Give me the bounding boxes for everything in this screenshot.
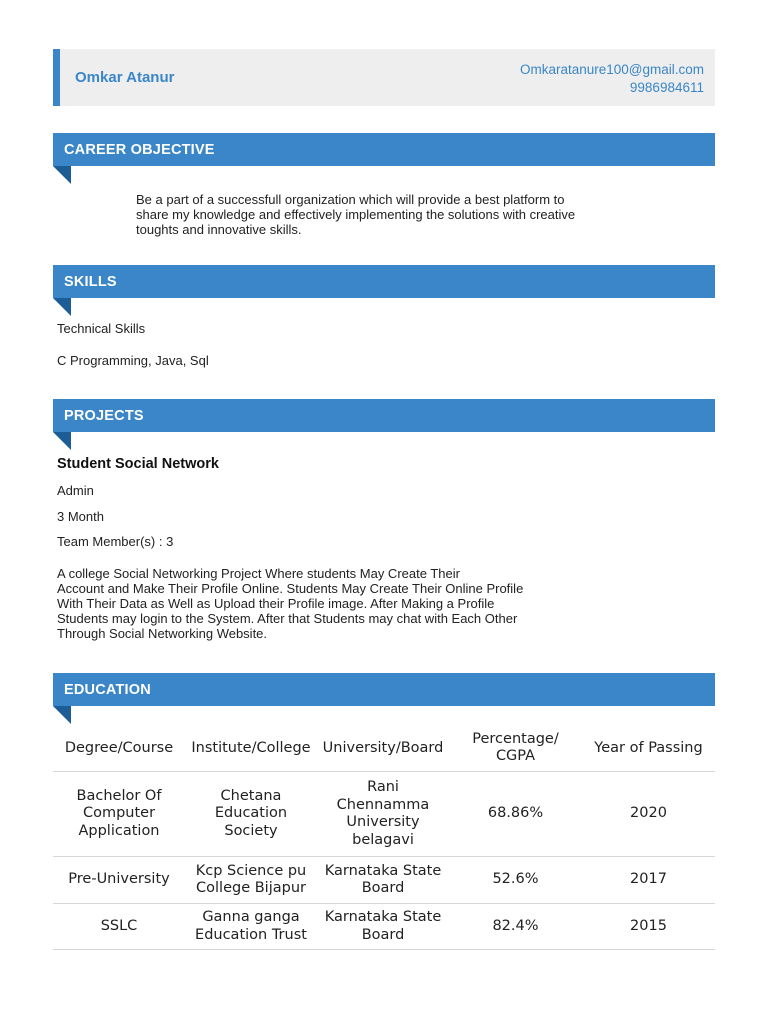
table-cell: SSLC xyxy=(53,904,185,950)
table-cell: Karnataka State Board xyxy=(317,904,449,950)
section-education xyxy=(53,673,715,706)
section-projects xyxy=(53,399,715,432)
section-ribbon-tab xyxy=(53,166,71,184)
section-skills xyxy=(53,265,715,298)
table-row xyxy=(53,857,715,904)
table-cell: 82.4% xyxy=(449,904,582,950)
table-cell: 2020 xyxy=(582,772,715,857)
header-accent-bar xyxy=(53,49,60,106)
table-cell: 2017 xyxy=(582,857,715,904)
section-title: PROJECTS xyxy=(64,408,144,424)
section-ribbon-tab xyxy=(53,706,71,724)
table-cell: Ganna ganga Education Trust xyxy=(185,904,317,950)
column-header: Percentage/ CGPA xyxy=(449,725,582,772)
candidate-name: Omkar Atanur xyxy=(75,69,175,86)
table-cell: Bachelor Of Computer Application xyxy=(53,772,185,857)
table-header-row xyxy=(53,725,715,772)
skills-label: Technical Skills xyxy=(57,321,146,336)
section-title: SKILLS xyxy=(64,274,117,290)
table-cell: 68.86% xyxy=(449,772,582,857)
email-link[interactable]: Omkaratanure100@gmail.com xyxy=(519,62,704,77)
paragraph-line: Students may login to the System. After that Students may chat with Each Other xyxy=(57,611,518,626)
column-header: Year of Passing xyxy=(582,725,715,772)
table-cell: 2015 xyxy=(582,904,715,950)
section-ribbon-tab xyxy=(53,298,71,316)
project-name: Student Social Network xyxy=(57,456,219,472)
column-header: Degree/Course xyxy=(53,725,185,772)
career-objective-text xyxy=(136,192,575,237)
table-row xyxy=(53,904,715,950)
project-duration: 3 Month xyxy=(57,509,104,524)
project-description xyxy=(57,566,523,641)
table-cell: Pre-University xyxy=(53,857,185,904)
table-cell: Karnataka State Board xyxy=(317,857,449,904)
paragraph-line: Be a part of a successfull organization which will provide a best platform to xyxy=(136,192,565,207)
phone-number: 9986984611 xyxy=(629,80,704,95)
paragraph-line: With Their Data as Well as Upload their Profile image. After Making a Profile xyxy=(57,596,495,611)
table-row xyxy=(53,772,715,857)
table-cell: Kcp Science pu College Bijapur xyxy=(185,857,317,904)
section-title: EDUCATION xyxy=(64,682,151,698)
paragraph-line: Account and Make Their Profile Online. Students May Create Their Online Profile xyxy=(57,581,524,596)
project-team: Team Member(s) : 3 xyxy=(57,534,174,549)
paragraph-line: A college Social Networking Project Where students May Create Their xyxy=(57,566,460,581)
table-cell: Rani Chennamma University belagavi xyxy=(317,772,449,857)
paragraph-line: Through Social Networking Website. xyxy=(57,626,268,641)
column-header: University/Board xyxy=(317,725,449,772)
project-role: Admin xyxy=(57,483,94,498)
column-header: Institute/College xyxy=(185,725,317,772)
contact-info xyxy=(520,61,704,97)
section-career-objective xyxy=(53,133,715,166)
table-cell: Chetana Education Society xyxy=(185,772,317,857)
table-cell: 52.6% xyxy=(449,857,582,904)
section-ribbon-tab xyxy=(53,432,71,450)
paragraph-line: toughts and innovative skills. xyxy=(136,222,302,237)
section-title: CAREER OBJECTIVE xyxy=(64,142,215,158)
resume-header xyxy=(53,49,715,106)
education-table xyxy=(53,725,715,950)
skills-value: C Programming, Java, Sql xyxy=(57,353,209,368)
paragraph-line: share my knowledge and effectively implementing the solutions with creative xyxy=(136,207,576,222)
